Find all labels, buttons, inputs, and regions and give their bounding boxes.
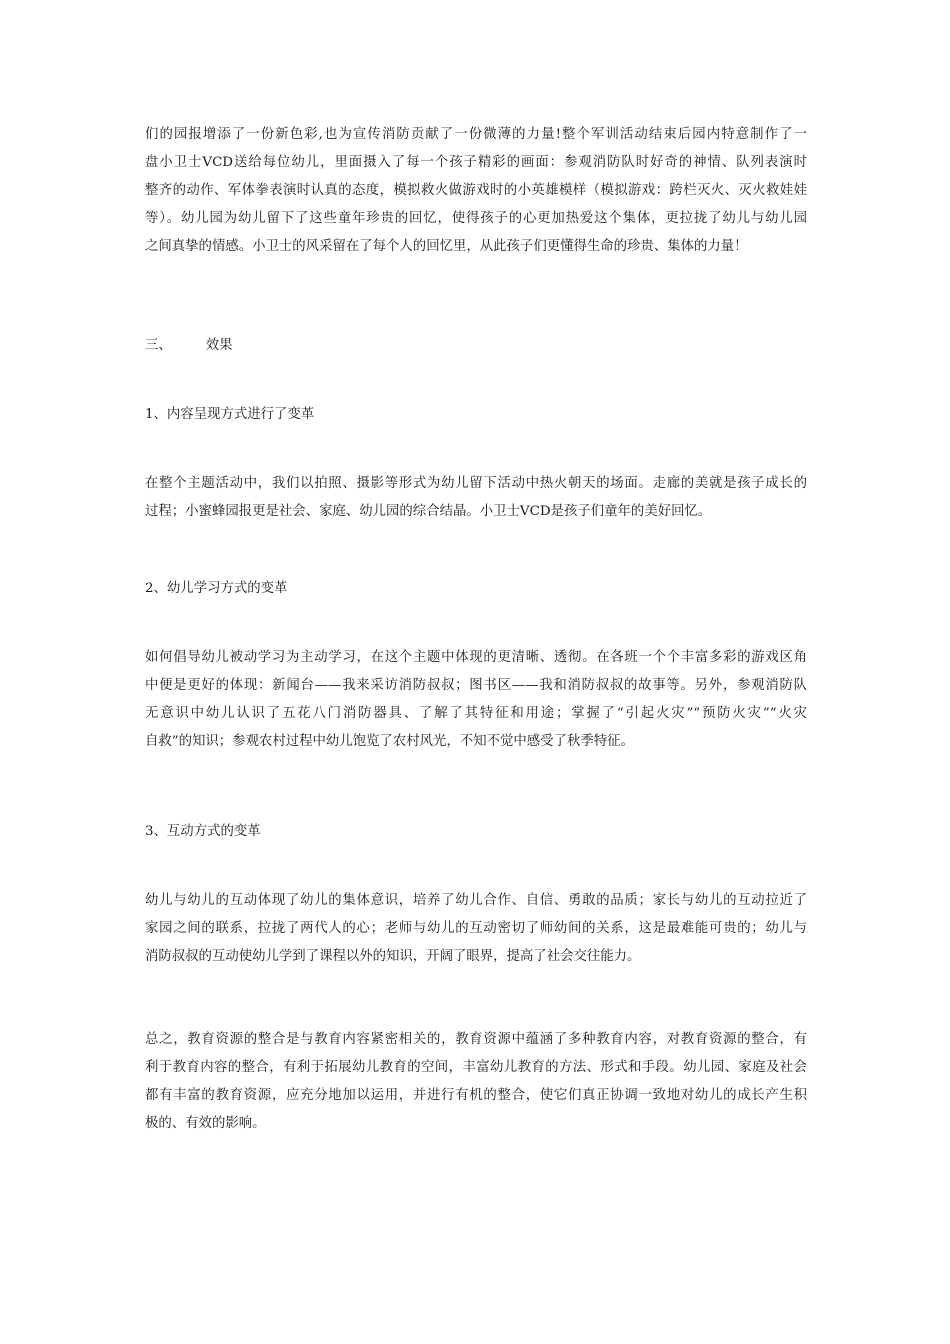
paragraph-line: 总之，教育资源的整合是与教育内容紧密相关的，教育资源中蕴涵了多种教育内容，对教育资源的整合，有 xyxy=(145,1032,807,1047)
subheading-content-presentation: 1、内容呈现方式进行了变革 xyxy=(145,407,315,422)
paragraph-military-training-summary xyxy=(145,121,807,261)
paragraph-interaction-style xyxy=(145,887,807,971)
section-number: 三、 xyxy=(145,338,172,353)
subheading-interaction-style: 3、互动方式的变革 xyxy=(145,824,261,839)
paragraph-line: 整齐的动作、军体拳表演时认真的态度，模拟救火做游戏时的小英雄模样（模拟游戏：跨栏灭火、灭火救娃娃 xyxy=(145,183,807,198)
paragraph-conclusion xyxy=(145,1026,807,1138)
paragraph-line: 自救”的知识；参观农村过程中幼儿饱览了农村风光，不知不觉中感受了秋季特征。 xyxy=(145,734,634,749)
paragraph-line: 都有丰富的教育资源，应充分地加以运用，并进行有机的整合，使它们真正协调一致地对幼儿的成长产生积 xyxy=(145,1088,807,1103)
paragraph-line: 中便是更好的体现：新闻台——我来采访消防叔叔；图书区——我和消防叔叔的故事等。另外，参观消防队 xyxy=(145,678,807,693)
paragraph-line: 盘小卫士VCD送给每位幼儿，里面摄入了每一个孩子精彩的画面：参观消防队时好奇的神情、队列表演时 xyxy=(145,155,807,170)
section-title: 效果 xyxy=(205,338,233,353)
paragraph-line: 在整个主题活动中，我们以拍照、摄影等形式为幼儿留下活动中热火朝天的场面。走廊的美就是孩子成长的 xyxy=(145,476,807,491)
section-heading-effects xyxy=(145,332,233,360)
paragraph-line: 过程；小蜜蜂园报更是社会、家庭、幼儿园的综合结晶。小卫士VCD是孩子们童年的美好回忆。 xyxy=(145,504,712,519)
paragraph-line: 利于教育内容的整合，有利于拓展幼儿教育的空间，丰富幼儿教育的方法、形式和手段。幼儿园、家庭及社会 xyxy=(145,1060,807,1075)
paragraph-content-presentation xyxy=(145,470,807,526)
paragraph-line: 无意识中幼儿认识了五花八门消防器具、了解了其特征和用途；掌握了“引起火灾”“预防火灾”“火灾 xyxy=(145,706,807,721)
subheading-learning-style: 2、幼儿学习方式的变革 xyxy=(145,581,288,596)
paragraph-line: 之间真挚的情感。小卫士的风采留在了每个人的回忆里，从此孩子们更懂得生命的珍贵、集体的力量！ xyxy=(145,239,748,254)
paragraph-line: 们的园报增添了一份新色彩,也为宣传消防贡献了一份微薄的力量!整个军训活动结束后园内特意制作了一 xyxy=(145,127,807,142)
paragraph-line: 如何倡导幼儿被动学习为主动学习，在这个主题中体现的更清晰、透彻。在各班一个个丰富多彩的游戏区角 xyxy=(145,650,807,665)
paragraph-line: 等）。幼儿园为幼儿留下了这些童年珍贵的回忆，使得孩子的心更加热爱这个集体，更拉拢了幼儿与幼儿园 xyxy=(145,211,807,226)
paragraph-line: 幼儿与幼儿的互动体现了幼儿的集体意识，培养了幼儿合作、自信、勇敢的品质；家长与幼儿的互动拉近了 xyxy=(145,893,807,908)
paragraph-learning-style xyxy=(145,644,807,756)
paragraph-line: 消防叔叔的互动使幼儿学到了课程以外的知识，开阔了眼界，提高了社会交往能力。 xyxy=(145,949,641,964)
paragraph-line: 极的、有效的影响。 xyxy=(145,1116,266,1131)
paragraph-line: 家园之间的联系，拉拢了两代人的心；老师与幼儿的互动密切了师幼间的关系，这是最难能可贵的；幼儿与 xyxy=(145,921,807,936)
